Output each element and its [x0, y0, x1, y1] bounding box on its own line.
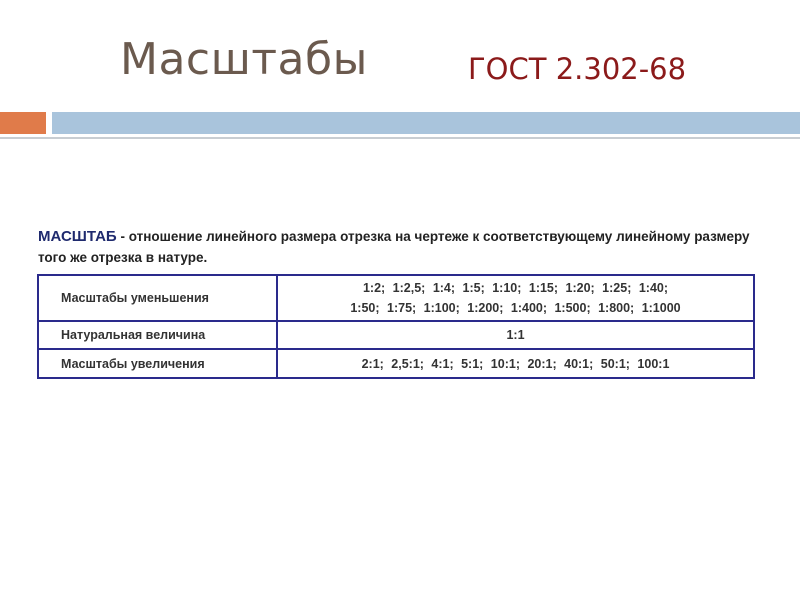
divider-line [0, 137, 800, 139]
header-bar [52, 112, 800, 134]
standard-reference: ГОСТ 2.302-68 [468, 52, 687, 86]
row-label-natural: Натуральная величина [38, 321, 277, 349]
reduction-values-line-1: 1:2; 1:2,5; 1:4; 1:5; 1:10; 1:15; 1:20; 1:25; 1:40; [362, 281, 669, 295]
enlargement-values-line: 2:1; 2,5:1; 4:1; 5:1; 10:1; 20:1; 40:1; 50:1; 100:1 [361, 356, 670, 371]
table-row-reduction [38, 275, 754, 321]
definition-text: - отношение линейного размера отрезка на чертеже к соответствующему линейному размеру того же отрезка в натуре. [38, 229, 750, 265]
slide-title: Масштабы [120, 34, 368, 85]
row-values-reduction [277, 275, 754, 321]
row-values-enlargement [277, 349, 754, 378]
definition-paragraph [38, 226, 758, 268]
row-values-natural [277, 321, 754, 349]
accent-bar [0, 112, 46, 134]
row-label-enlargement: Масштабы увеличения [38, 349, 277, 378]
scales-table [37, 274, 755, 379]
row-label-reduction: Масштабы уменьшения [38, 275, 277, 321]
table-row-enlargement [38, 349, 754, 378]
reduction-values-line-2: 1:50; 1:75; 1:100; 1:200; 1:400; 1:500; 1:800; 1:1000 [350, 301, 681, 315]
natural-value: 1:1 [506, 328, 525, 342]
table-row-natural [38, 321, 754, 349]
definition-term: МАСШТАБ [38, 228, 117, 245]
